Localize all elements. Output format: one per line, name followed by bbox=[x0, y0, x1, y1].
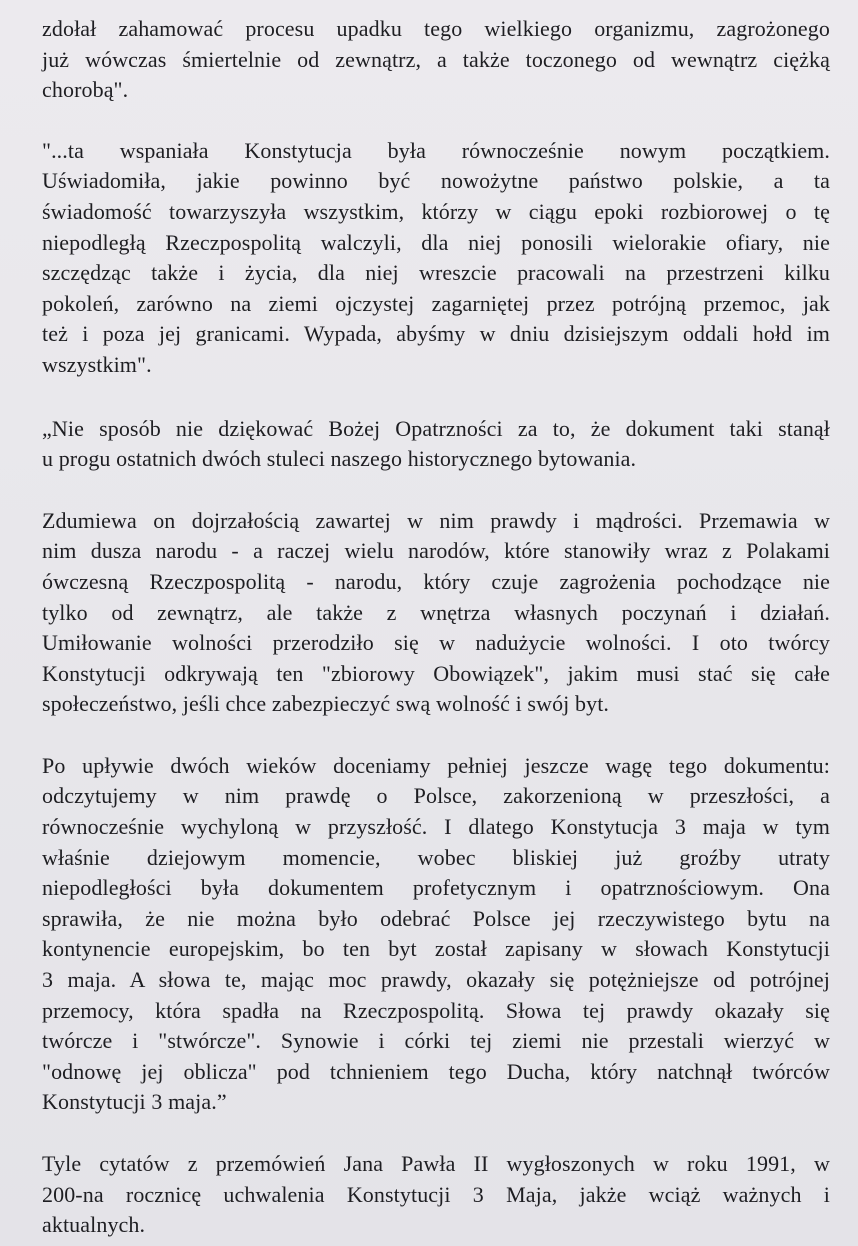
text-line: świadomość towarzyszyła wszystkim, którzy w ciągu epoki rozbiorowej o tę bbox=[42, 198, 830, 224]
text-line: Uświadomiła, jakie powinno być nowożytne państwo polskie, a ta bbox=[42, 168, 830, 194]
text-line: przemocy, która spadła na Rzeczpospolitą. Słowa tej prawdy okazały się bbox=[42, 997, 830, 1023]
text-line: „Nie sposób nie dziękować Bożej Opatrzności za to, że dokument taki stanął bbox=[42, 415, 830, 441]
text-line: równocześnie wychyloną w przyszłość. I dlatego Konstytucja 3 maja w tym bbox=[42, 814, 830, 840]
text-line: odczytujemy w nim prawdę o Polsce, zakorzenioną w przeszłości, a bbox=[42, 783, 830, 809]
text-line: zdołał zahamować procesu upadku tego wielkiego organizmu, zagrożonego bbox=[42, 16, 830, 41]
paragraph-5 bbox=[42, 751, 830, 1118]
text-line: Umiłowanie wolności przerodziło się w nadużycie wolności. I oto twórcy bbox=[42, 630, 830, 656]
text-line: niepodległości była dokumentem profetycznym i opatrznościowym. Ona bbox=[42, 875, 830, 901]
text-line: właśnie dziejowym momencie, wobec bliskiej już groźby utraty bbox=[42, 844, 830, 870]
text-line: ówczesną Rzeczpospolitą - narodu, który czuje zagrożenia pochodzące nie bbox=[42, 568, 830, 594]
text-line: sprawiła, że nie można było odebrać Polsce jej rzeczywistego bytu na bbox=[42, 905, 830, 931]
paragraph-1 bbox=[42, 14, 830, 106]
paragraph-2 bbox=[42, 136, 830, 381]
text-line: szczędząc także i życia, dla niej wreszcie pracowali na przestrzeni kilku bbox=[42, 260, 830, 286]
paragraph-4 bbox=[42, 506, 830, 720]
text-line: u progu ostatnich dwóch stuleci naszego historycznego bytowania. bbox=[42, 446, 637, 472]
text-line: kontynencie europejskim, bo ten byt został zapisany w słowach Konstytucji bbox=[42, 936, 830, 962]
text-line: chorobą". bbox=[42, 77, 129, 103]
text-line: 200-na rocznicę uchwalenia Konstytucji 3 Maja, jakże wciąż ważnych i bbox=[42, 1181, 830, 1207]
text-line: "...ta wspaniała Konstytucja była równocześnie nowym początkiem. bbox=[42, 137, 830, 163]
text-line: niepodległą Rzeczpospolitą walczyli, dla niej ponosili wielorakie ofiary, nie bbox=[42, 229, 830, 255]
text-line: wszystkim". bbox=[42, 351, 152, 377]
text-line: pokoleń, zarówno na ziemi ojczystej zagarniętej przez potrójną przemoc, jak bbox=[42, 290, 830, 316]
text-line: twórcze i "stwórcze". Synowie i córki tej ziemi nie przestali wierzyć w bbox=[42, 1028, 830, 1054]
text-line: Tyle cytatów z przemówień Jana Pawła II wygłoszonych w roku 1991, w bbox=[42, 1151, 830, 1176]
text-line: aktualnych. bbox=[42, 1212, 146, 1238]
text-line: nim dusza narodu - a raczej wielu narodów, które stanowiły wraz z Polakami bbox=[42, 538, 830, 564]
text-line: też i poza jej granicami. Wypada, abyśmy w dniu dzisiejszym oddali hołd im bbox=[42, 321, 830, 347]
text-line: już wówczas śmiertelnie od zewnątrz, a także toczonego od wewnątrz ciężką bbox=[42, 46, 830, 72]
text-line: Konstytucji 3 maja.” bbox=[42, 1089, 227, 1115]
text-line: Zdumiewa on dojrzałością zawartej w nim prawdy i mądrości. Przemawia w bbox=[42, 507, 830, 533]
text-line: Po upływie dwóch wieków doceniamy pełniej jeszcze wagę tego dokumentu: bbox=[42, 752, 830, 778]
text-line: tylko od zewnątrz, ale także z wnętrza własnych poczynań i działań. bbox=[42, 599, 830, 625]
paragraph-3 bbox=[42, 414, 830, 475]
text-line: Konstytucji odkrywają ten "zbiorowy Obowiązek", jakim musi stać się całe bbox=[42, 660, 830, 686]
text-line: społeczeństwo, jeśli chce zabezpieczyć swą wolność i swój byt. bbox=[42, 691, 610, 717]
text-line: "odnowę jej oblicza" pod tchnieniem tego Ducha, który natchnął twórców bbox=[42, 1058, 830, 1084]
text-line: 3 maja. A słowa te, mając moc prawdy, okazały się potężniejsze od potrójnej bbox=[42, 967, 830, 993]
paragraph-6 bbox=[42, 1149, 830, 1241]
